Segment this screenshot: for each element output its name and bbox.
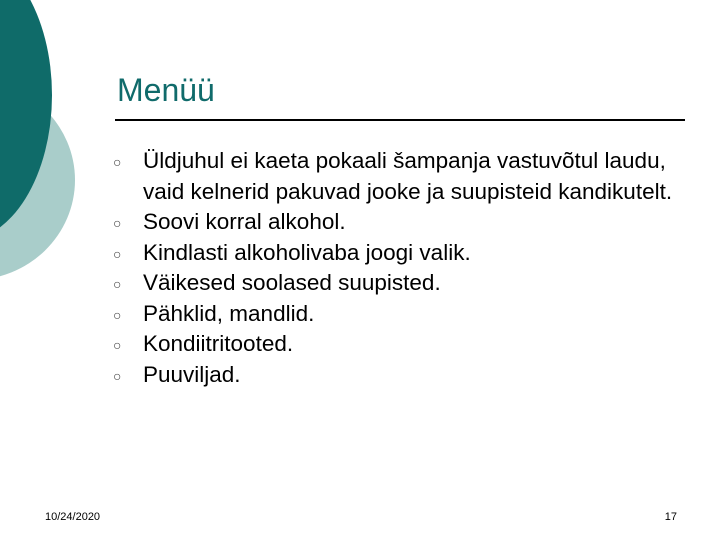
bullet-text: Puuviljad. bbox=[143, 361, 241, 387]
bullet-text: Kondiitritooted. bbox=[143, 331, 294, 356]
bullet-circle-icon: ○ bbox=[113, 337, 122, 353]
decorative-circles bbox=[0, 0, 120, 300]
page-number: 17 bbox=[664, 511, 677, 523]
bullet-list bbox=[110, 146, 690, 390]
bullet-circle-icon: ○ bbox=[113, 215, 122, 231]
bullet-circle-icon: ○ bbox=[113, 367, 122, 384]
bullet-circle-icon: ○ bbox=[113, 245, 122, 262]
decorative-dark-circle bbox=[0, 0, 52, 241]
bullet-circle-icon: ○ bbox=[113, 154, 122, 170]
bullet-text: Väikesed soolased suupisted. bbox=[143, 270, 441, 295]
bullet-item bbox=[110, 146, 690, 207]
slide-title: Menüü bbox=[117, 72, 215, 108]
bullet-circle-icon: ○ bbox=[113, 276, 122, 292]
bullet-text: Üldjuhul ei kaeta pokaali šampanja vastuvõtul laudu, vaid kelnerid pakuvad jooke ja suupisteid kandikutelt. bbox=[143, 148, 673, 204]
footer-date: 10/24/2020 bbox=[45, 511, 101, 523]
bullet-circle-icon: ○ bbox=[113, 306, 122, 323]
title-underline bbox=[115, 119, 685, 121]
bullet-item bbox=[110, 360, 690, 391]
bullet-item bbox=[110, 268, 690, 299]
bullet-item bbox=[110, 299, 690, 330]
decorative-light-circle bbox=[0, 80, 75, 280]
bullet-item bbox=[110, 329, 690, 360]
bullet-item bbox=[110, 207, 690, 238]
bullet-item bbox=[110, 238, 690, 269]
bullet-text: Soovi korral alkohol. bbox=[143, 209, 346, 234]
bullet-text: Pähklid, mandlid. bbox=[143, 300, 315, 326]
bullet-text: Kindlasti alkoholivaba joogi valik. bbox=[143, 239, 471, 265]
